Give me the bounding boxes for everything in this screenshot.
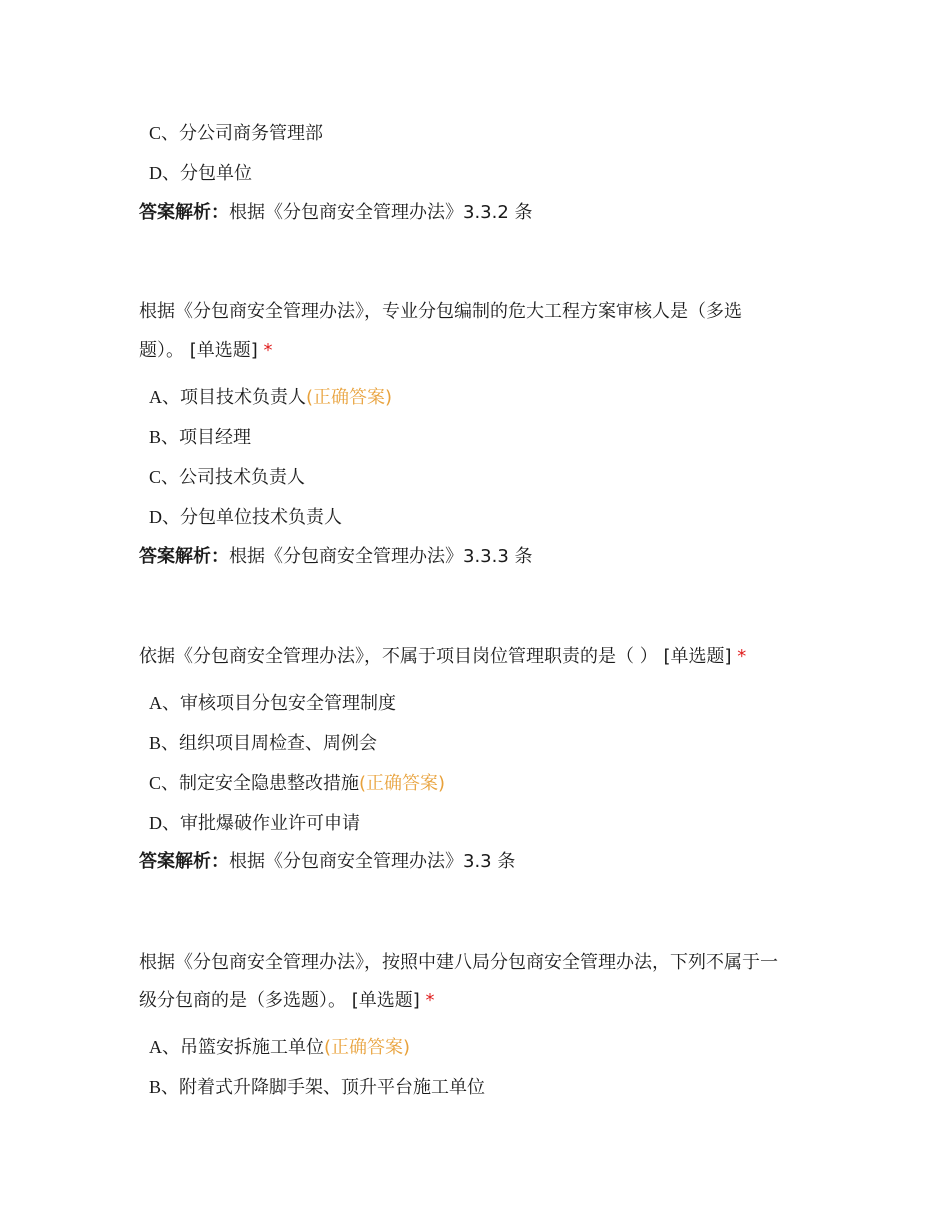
option-c bbox=[149, 771, 445, 796]
option-d bbox=[149, 811, 360, 836]
option-text: 组织项目周检查、周例会 bbox=[179, 733, 378, 754]
option-a bbox=[149, 691, 396, 716]
question-text-continued: 题）。 [单选题] * bbox=[139, 340, 273, 361]
analysis-text: 根据《分包商安全管理办法》3.3.3 条 bbox=[229, 546, 533, 567]
option-text: 审批爆破作业许可申请 bbox=[180, 813, 360, 834]
option-text: 分包单位 bbox=[180, 163, 252, 184]
option-text: 制定安全隐患整改措施 bbox=[179, 773, 360, 794]
option-letter: C、 bbox=[149, 123, 180, 143]
analysis-label: 答案解析： bbox=[139, 546, 229, 567]
option-b bbox=[149, 731, 377, 756]
analysis-label: 答案解析： bbox=[139, 851, 229, 872]
question-text-continued: 级分包商的是（多选题）。 [单选题] * bbox=[139, 990, 435, 1011]
option-text: 公司技术负责人 bbox=[179, 467, 306, 488]
option-text: 审核项目分包安全管理制度 bbox=[180, 693, 396, 714]
option-letter: A、 bbox=[149, 1037, 180, 1057]
option-a bbox=[149, 1035, 410, 1060]
option-c bbox=[149, 121, 323, 146]
analysis-text: 根据《分包商安全管理办法》3.3.2 条 bbox=[229, 202, 533, 223]
option-text: 项目技术负责人 bbox=[180, 387, 306, 408]
answer-analysis bbox=[139, 201, 533, 225]
required-marker: * bbox=[263, 340, 273, 361]
option-letter: B、 bbox=[149, 733, 180, 753]
option-b bbox=[149, 425, 251, 450]
option-letter: C、 bbox=[149, 773, 180, 793]
option-d bbox=[149, 161, 252, 186]
correct-answer-tag: (正确答案) bbox=[306, 387, 393, 408]
analysis-label: 答案解析： bbox=[139, 202, 229, 223]
option-d bbox=[149, 505, 342, 530]
option-a bbox=[149, 385, 392, 410]
option-text: 附着式升降脚手架、顶升平台施工单位 bbox=[179, 1077, 486, 1098]
question-type: [单选题] bbox=[351, 990, 420, 1011]
option-letter: D、 bbox=[149, 163, 180, 183]
question-text: 依据《分包商安全管理办法》，不属于项目岗位管理职责的是（ ） [单选题] * bbox=[139, 646, 747, 667]
option-letter: A、 bbox=[149, 387, 180, 407]
required-marker: * bbox=[737, 646, 747, 667]
option-b bbox=[149, 1075, 485, 1100]
option-letter: B、 bbox=[149, 1077, 180, 1097]
question-text: 根据《分包商安全管理办法》，专业分包编制的危大工程方案审核人是（多选 bbox=[139, 301, 742, 322]
option-c bbox=[149, 465, 305, 490]
option-letter: A、 bbox=[149, 693, 180, 713]
option-text: 分包单位技术负责人 bbox=[180, 507, 342, 528]
question-type: [单选题] bbox=[663, 646, 732, 667]
option-letter: C、 bbox=[149, 467, 180, 487]
option-letter: D、 bbox=[149, 813, 180, 833]
required-marker: * bbox=[425, 990, 435, 1011]
option-letter: D、 bbox=[149, 507, 180, 527]
option-text: 分公司商务管理部 bbox=[179, 123, 324, 144]
question-type: [单选题] bbox=[189, 340, 258, 361]
correct-answer-tag: (正确答案) bbox=[324, 1037, 411, 1058]
option-text: 吊篮安拆施工单位 bbox=[180, 1037, 324, 1058]
answer-analysis bbox=[139, 850, 515, 874]
analysis-text: 根据《分包商安全管理办法》3.3 条 bbox=[229, 851, 516, 872]
option-letter: B、 bbox=[149, 427, 180, 447]
correct-answer-tag: (正确答案) bbox=[359, 773, 446, 794]
question-text: 根据《分包商安全管理办法》，按照中建八局分包商安全管理办法，下列不属于一 bbox=[139, 952, 778, 973]
option-text: 项目经理 bbox=[179, 427, 252, 448]
answer-analysis bbox=[139, 545, 533, 569]
